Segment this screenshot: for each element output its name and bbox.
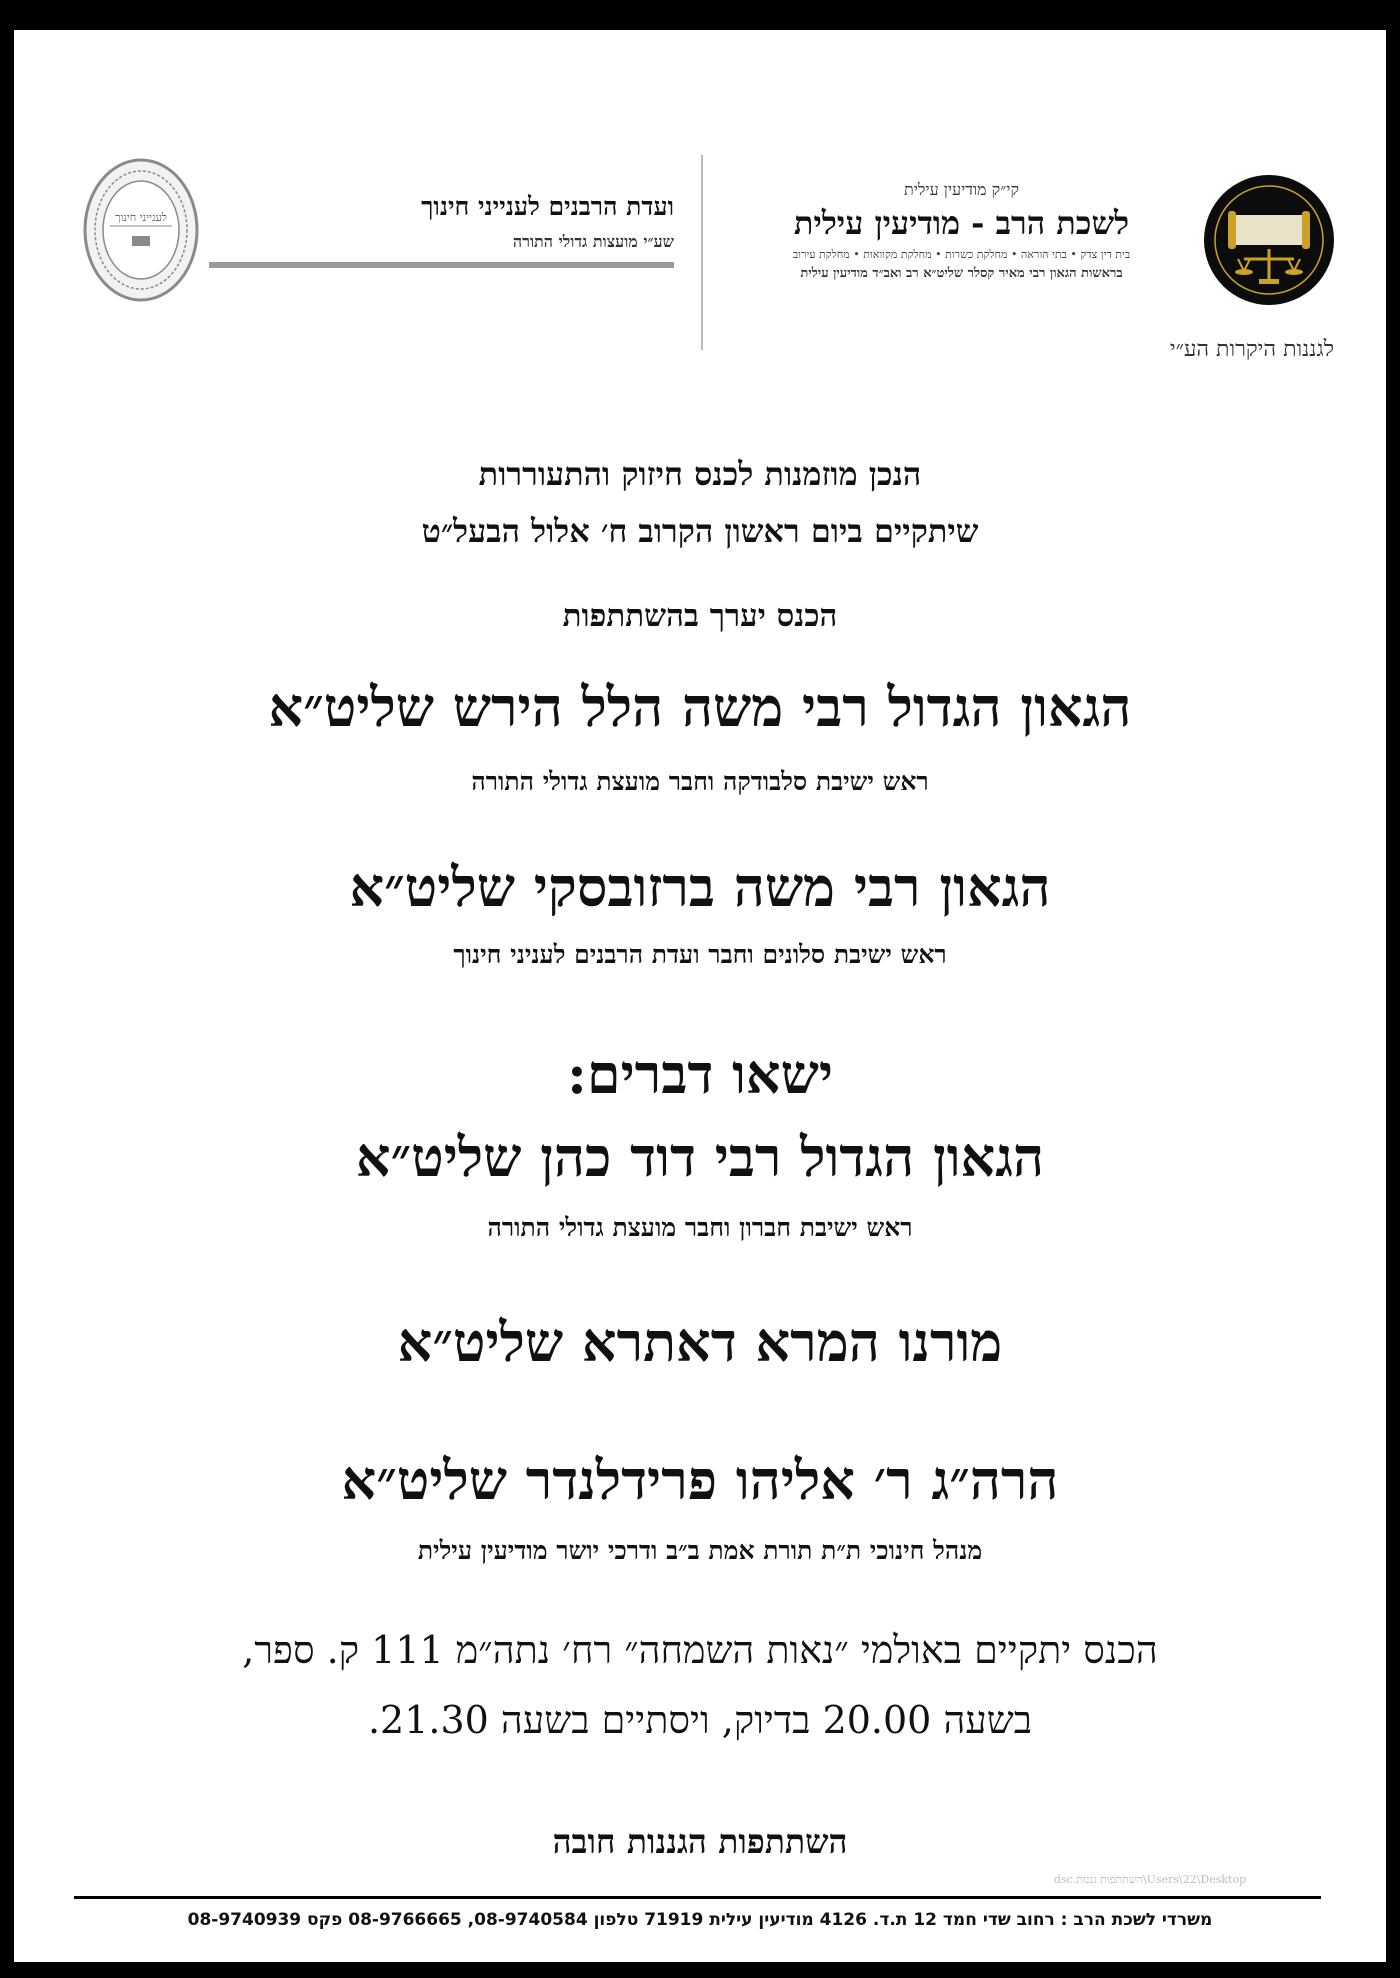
vaad-harabanim-heading bbox=[204, 192, 674, 252]
speaker-5-title: מנהל חינוכי ת״ת תורת אמת ב״ב ודרכי יושר מודיעין עילית bbox=[417, 1536, 983, 1565]
lishkat-harav-heading bbox=[734, 180, 1189, 281]
community-label: קי״ק מודיעין עילית bbox=[903, 180, 1020, 199]
sponsor-line: לגננות היקרות הע״י bbox=[1169, 337, 1334, 362]
venue-line-1: הכנס יתקיים באולמי ״נאות השמחה״ רח׳ נתה״מ 111 ק. ספר, bbox=[242, 1628, 1158, 1672]
headed-by-line: בראשות הגאון רבי מאיר קסלר שליט״א רב ואב״ד מודיעין עילית bbox=[800, 266, 1123, 281]
speaker-3-title: ראש ישיבת חברון וחבר מועצת גדולי התורה bbox=[487, 1213, 913, 1242]
speaker-2-name: הגאון רבי משה ברזובסקי שליט״א bbox=[349, 855, 1051, 919]
intro-line-2: שיתקיים ביום ראשון הקרוב ח׳ אלול הבעל״ט bbox=[421, 512, 979, 550]
speaker-1-name: הגאון הגדול רבי משה הלל הירש שליט״א bbox=[268, 675, 1132, 739]
vaad-stamp-icon bbox=[82, 158, 200, 303]
speaker-4-name: מורנו המרא דאתרא שליט״א bbox=[397, 1310, 1003, 1374]
participation-line: הכנס יערך בהשתתפות bbox=[562, 598, 838, 634]
stamp-text: לענייני חינוך bbox=[115, 211, 167, 224]
speak-words-heading: ישאו דברים: bbox=[567, 1042, 833, 1106]
lishkat-harav-seal-icon bbox=[1204, 175, 1334, 305]
vaad-underline bbox=[209, 262, 674, 268]
speaker-5-name: הרה״ג ר׳ אליהו פרידלנדר שליט״א bbox=[341, 1448, 1059, 1512]
speaker-1-title: ראש ישיבת סלבודקה וחבר מועצת גדולי התורה bbox=[471, 767, 929, 796]
mandatory-attendance: השתתפות הגננות חובה bbox=[552, 1822, 848, 1861]
office-contact-footer: משרדי לשכת הרב : רחוב שדי חמד 12 ת.ד. 4126 מודיעין עילית 71919 טלפון 08-9740584, 08-9766665 פקס 08-9740939 bbox=[187, 1910, 1213, 1930]
header-divider bbox=[701, 155, 703, 350]
footer-rule bbox=[74, 1896, 1321, 1899]
venue-line-2: בשעה 20.00 בדיוק, ויסתיים בשעה 21.30. bbox=[367, 1698, 1033, 1742]
departments-list: בית דין צדק • בתי הוראה • מחלקת כשרות • מחלקת מקוואות • מחלקת עירוב bbox=[792, 248, 1131, 261]
speaker-3-name: הגאון הגדול רבי דוד כהן שליט״א bbox=[355, 1125, 1045, 1189]
vaad-subtitle: שע״י מועצות גדולי התורה bbox=[512, 232, 674, 251]
intro-line-1: הנכן מוזמנות לכנס חיזוק והתעוררות bbox=[478, 455, 922, 493]
file-path-note: dsc.השתתפות גננות\Users\22\Desktop bbox=[1054, 1873, 1247, 1886]
lishkat-name: לשכת הרב - מודיעין עילית bbox=[793, 204, 1130, 242]
vaad-name: ועדת הרבנים לענייני חינוך bbox=[421, 192, 674, 221]
invitation-sheet bbox=[14, 30, 1386, 1962]
speaker-2-title: ראש ישיבת סלונים וחבר ועדת הרבנים לעניני חינוך bbox=[453, 940, 947, 969]
